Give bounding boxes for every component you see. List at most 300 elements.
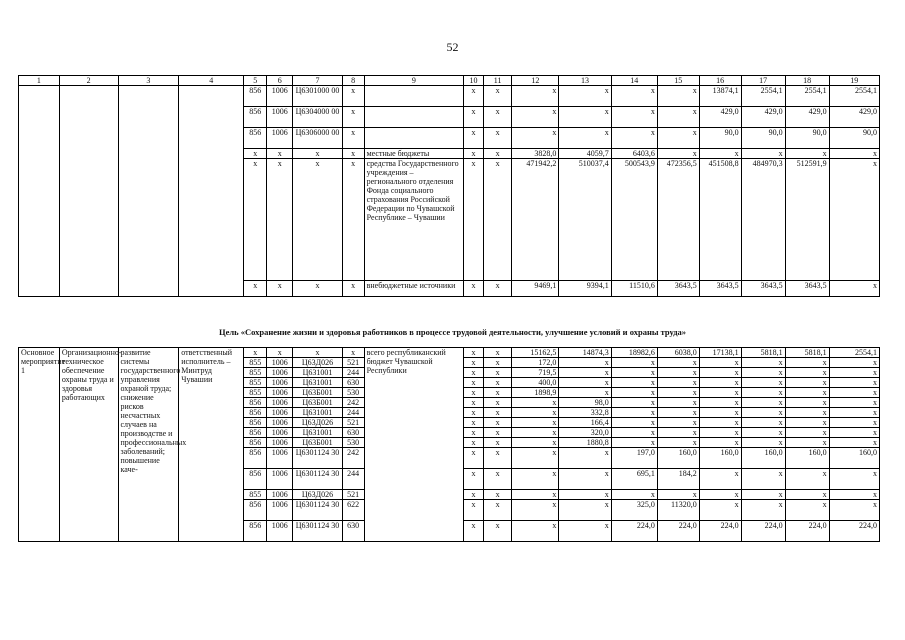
empty-cell <box>59 86 118 107</box>
table-cell: Ц631001 <box>293 408 342 418</box>
table-cell: 98,0 <box>559 398 611 408</box>
table-cell: x <box>464 159 484 281</box>
table-cell: x <box>464 490 484 500</box>
empty-cell <box>19 149 60 159</box>
table-cell: x <box>483 428 511 438</box>
table-cell: 6038,0 <box>657 348 699 358</box>
column-header: 5 <box>244 76 267 86</box>
column-header: 1 <box>19 76 60 86</box>
column-header: 13 <box>559 76 611 86</box>
empty-cell <box>19 281 60 297</box>
table-cell: x <box>559 448 611 469</box>
table-cell: 9394,1 <box>559 281 611 297</box>
table-cell: 484970,3 <box>741 159 785 281</box>
column-header: 4 <box>179 76 244 86</box>
table-cell: x <box>559 86 611 107</box>
table-cell: x <box>741 438 785 448</box>
table-cell: 429,0 <box>829 107 879 128</box>
table-cell: x <box>244 149 267 159</box>
table-cell: x <box>611 408 657 418</box>
table-cell: x <box>483 438 511 448</box>
table-cell: x <box>611 128 657 149</box>
column-header: 10 <box>464 76 484 86</box>
table-cell: 15162,5 <box>512 348 559 358</box>
table-cell: 90,0 <box>699 128 741 149</box>
table-cell: x <box>244 281 267 297</box>
table-cell: 856 <box>244 448 267 469</box>
table-cell: x <box>741 469 785 490</box>
empty-cell <box>59 149 118 159</box>
table-cell: Ц63Д026 <box>293 418 342 428</box>
table-cell: x <box>512 418 559 428</box>
table-cell: 1006 <box>267 500 293 521</box>
table-cell: 2554,1 <box>785 86 829 107</box>
table-cell: x <box>829 398 879 408</box>
table-cell: x <box>559 500 611 521</box>
table-cell: 695,1 <box>611 469 657 490</box>
empty-cell <box>118 86 179 107</box>
table-row <box>19 107 880 128</box>
table-cell: 855 <box>244 388 267 398</box>
budget-table-bottom <box>18 347 880 542</box>
table-cell: x <box>785 398 829 408</box>
table-cell: x <box>559 388 611 398</box>
table-cell: 856 <box>244 107 267 128</box>
table-cell: Ц63Б001 <box>293 398 342 408</box>
table-cell: 172,0 <box>512 358 559 368</box>
table-cell: x <box>483 469 511 490</box>
table-cell: 160,0 <box>741 448 785 469</box>
table-cell: 244 <box>342 408 364 418</box>
table-cell: x <box>483 500 511 521</box>
table-cell: x <box>699 149 741 159</box>
table-cell: 224,0 <box>785 521 829 542</box>
table-cell: 320,0 <box>559 428 611 438</box>
table-cell: x <box>611 438 657 448</box>
table-cell: x <box>512 128 559 149</box>
table-cell: x <box>611 107 657 128</box>
table-cell: x <box>464 438 484 448</box>
table-cell: 244 <box>342 368 364 378</box>
table-cell: 3828,0 <box>512 149 559 159</box>
empty-cell <box>59 107 118 128</box>
table-cell: x <box>512 107 559 128</box>
table-cell: 1006 <box>267 490 293 500</box>
table-cell: x <box>785 438 829 448</box>
table-cell: x <box>483 107 511 128</box>
table-cell: 521 <box>342 358 364 368</box>
table-cell: 1898,9 <box>512 388 559 398</box>
table-row <box>19 159 880 281</box>
table-row <box>19 128 880 149</box>
table-cell: 630 <box>342 521 364 542</box>
table-cell: x <box>785 428 829 438</box>
table-cell: x <box>829 428 879 438</box>
table-cell: x <box>483 368 511 378</box>
table-cell: x <box>464 149 484 159</box>
table-cell: x <box>829 388 879 398</box>
table-cell: 1006 <box>267 428 293 438</box>
table-cell: x <box>559 378 611 388</box>
table-cell: x <box>785 418 829 428</box>
table-cell: 855 <box>244 490 267 500</box>
table-cell: x <box>464 521 484 542</box>
empty-cell <box>59 128 118 149</box>
table-cell: x <box>611 418 657 428</box>
table-cell: x <box>657 358 699 368</box>
table-cell: x <box>483 398 511 408</box>
table-cell: 90,0 <box>785 128 829 149</box>
table-cell: x <box>741 398 785 408</box>
table-cell: x <box>829 378 879 388</box>
table-cell: 471942,2 <box>512 159 559 281</box>
table-cell: x <box>699 408 741 418</box>
table-cell: 400,0 <box>512 378 559 388</box>
table-cell: Ц63Д026 <box>293 490 342 500</box>
table-cell: x <box>483 521 511 542</box>
table-cell: x <box>559 358 611 368</box>
column-header: 12 <box>512 76 559 86</box>
table-cell: 856 <box>244 428 267 438</box>
table-cell: 1006 <box>267 438 293 448</box>
table-cell: 2554,1 <box>829 86 879 107</box>
table-cell: x <box>464 408 484 418</box>
table-cell: 2554,1 <box>829 348 879 358</box>
table-cell: 325,0 <box>611 500 657 521</box>
table-cell: x <box>559 107 611 128</box>
table-cell: x <box>829 149 879 159</box>
table-cell: x <box>611 428 657 438</box>
table-cell: x <box>464 388 484 398</box>
table-cell: x <box>293 281 342 297</box>
empty-cell <box>19 107 60 128</box>
table-cell: x <box>785 408 829 418</box>
table-cell: x <box>512 448 559 469</box>
table-cell: 1006 <box>267 469 293 490</box>
table-cell: x <box>512 469 559 490</box>
table-cell: x <box>464 348 484 358</box>
table-cell: x <box>512 398 559 408</box>
header-row <box>19 76 880 86</box>
table-cell: 166,4 <box>559 418 611 428</box>
table-cell: Ц6301124 30 <box>293 469 342 490</box>
table-cell: x <box>293 149 342 159</box>
table-cell: местные бюджеты <box>364 149 464 159</box>
table-cell: x <box>342 107 364 128</box>
table-cell: Ц6301000 00 <box>293 86 342 107</box>
table-cell: x <box>657 398 699 408</box>
table-cell: 90,0 <box>829 128 879 149</box>
table-cell: 14874,3 <box>559 348 611 358</box>
table-cell: Ц6301124 30 <box>293 448 342 469</box>
table-cell: x <box>483 358 511 368</box>
table-cell: 630 <box>342 378 364 388</box>
table-cell: 6403,6 <box>611 149 657 159</box>
table-cell: x <box>657 418 699 428</box>
table-cell: x <box>657 428 699 438</box>
table-cell: 1006 <box>267 107 293 128</box>
table-cell: x <box>741 500 785 521</box>
table-cell: x <box>267 281 293 297</box>
table-row <box>19 281 880 297</box>
table-cell: 1006 <box>267 521 293 542</box>
table-cell: 5818,1 <box>785 348 829 358</box>
table-cell: 530 <box>342 388 364 398</box>
table-cell: 1006 <box>267 378 293 388</box>
table-cell: x <box>611 86 657 107</box>
table-cell: Ц6301124 30 <box>293 521 342 542</box>
table-cell: x <box>741 368 785 378</box>
table-cell: x <box>512 408 559 418</box>
table-cell: x <box>464 128 484 149</box>
table-cell: Ц6306000 00 <box>293 128 342 149</box>
table-cell: x <box>464 469 484 490</box>
table-cell: x <box>785 500 829 521</box>
table-row <box>19 348 880 358</box>
table-cell: x <box>785 469 829 490</box>
table-cell: x <box>464 378 484 388</box>
table-cell: 855 <box>244 358 267 368</box>
column-header: 11 <box>483 76 511 86</box>
table-cell: 429,0 <box>785 107 829 128</box>
table-cell: 242 <box>342 448 364 469</box>
table-cell: 160,0 <box>657 448 699 469</box>
table-cell: Ц63Б001 <box>293 438 342 448</box>
table-cell: x <box>464 448 484 469</box>
table-cell: 451508,8 <box>699 159 741 281</box>
table-cell: 3643,5 <box>657 281 699 297</box>
table-cell: x <box>611 378 657 388</box>
table-cell: x <box>342 128 364 149</box>
table-cell: 242 <box>342 398 364 408</box>
table-cell: x <box>244 348 267 358</box>
table-cell: x <box>611 368 657 378</box>
column-header: 9 <box>364 76 464 86</box>
table-cell: Ц6301124 30 <box>293 500 342 521</box>
table-cell: x <box>829 490 879 500</box>
table-cell: x <box>829 281 879 297</box>
table-cell: x <box>267 348 293 358</box>
table-cell: x <box>512 521 559 542</box>
table-cell: x <box>829 368 879 378</box>
column-header: 16 <box>699 76 741 86</box>
table-cell: 5818,1 <box>741 348 785 358</box>
table-row <box>19 149 880 159</box>
table-cell: x <box>699 358 741 368</box>
table-cell: x <box>657 149 699 159</box>
column-header: 17 <box>741 76 785 86</box>
table-cell: 1880,8 <box>559 438 611 448</box>
table-cell: x <box>464 281 484 297</box>
table-cell: 856 <box>244 418 267 428</box>
empty-cell <box>59 159 118 281</box>
table-cell: 856 <box>244 408 267 418</box>
table-cell: x <box>483 159 511 281</box>
table-cell: 622 <box>342 500 364 521</box>
table-cell <box>364 86 464 107</box>
table-cell <box>364 128 464 149</box>
table-cell: x <box>657 86 699 107</box>
table-cell: x <box>741 378 785 388</box>
table-cell: 1006 <box>267 418 293 428</box>
table-cell: x <box>293 348 342 358</box>
table-cell: x <box>342 159 364 281</box>
table-cell: x <box>741 358 785 368</box>
funding-source: всего республиканский бюджет Чувашской Республики <box>364 348 464 542</box>
table-cell: x <box>657 128 699 149</box>
table-cell: x <box>512 438 559 448</box>
table-cell: 1006 <box>267 448 293 469</box>
table-cell: x <box>829 438 879 448</box>
table-cell: x <box>829 469 879 490</box>
table-cell: x <box>483 128 511 149</box>
table-cell: 244 <box>342 469 364 490</box>
table-cell: 224,0 <box>611 521 657 542</box>
empty-cell <box>179 128 244 149</box>
table-cell: 9469,1 <box>512 281 559 297</box>
empty-cell <box>179 281 244 297</box>
column-header: 19 <box>829 76 879 86</box>
table-cell: x <box>785 368 829 378</box>
table-cell: 512591,9 <box>785 159 829 281</box>
table-cell: x <box>657 408 699 418</box>
table-cell: x <box>785 378 829 388</box>
table-cell: 856 <box>244 128 267 149</box>
table-cell: x <box>483 418 511 428</box>
table-cell: Ц63Д026 <box>293 358 342 368</box>
table-cell: x <box>657 490 699 500</box>
table-cell: 160,0 <box>699 448 741 469</box>
table-cell: 1006 <box>267 368 293 378</box>
measure-c2: Организационно-техническое обеспечение охраны труда и здоровья работающих <box>59 348 118 542</box>
table-cell: x <box>829 358 879 368</box>
table-cell: x <box>741 418 785 428</box>
table-cell: 472356,5 <box>657 159 699 281</box>
table-cell: x <box>483 86 511 107</box>
table-cell: 2554,1 <box>741 86 785 107</box>
table-cell: x <box>785 490 829 500</box>
table-cell: x <box>464 500 484 521</box>
table-cell: x <box>559 490 611 500</box>
table-cell: x <box>559 521 611 542</box>
table-cell: x <box>829 418 879 428</box>
table-cell: 855 <box>244 378 267 388</box>
empty-cell <box>179 149 244 159</box>
empty-cell <box>118 159 179 281</box>
table-cell: 3643,5 <box>699 281 741 297</box>
table-cell: x <box>741 149 785 159</box>
table-cell: 856 <box>244 469 267 490</box>
table-cell: средства Государственного учреждения – регионального отделения Фонда социального страхования Российской Федерации по Чувашской Республике – Чувашии <box>364 159 464 281</box>
empty-cell <box>118 281 179 297</box>
column-header: 8 <box>342 76 364 86</box>
table-cell: x <box>342 149 364 159</box>
column-header: 18 <box>785 76 829 86</box>
table-cell: x <box>785 388 829 398</box>
table-cell: x <box>483 448 511 469</box>
table-cell: x <box>483 490 511 500</box>
empty-cell <box>179 86 244 107</box>
table-cell: 521 <box>342 490 364 500</box>
table-cell: Ц63Б001 <box>293 388 342 398</box>
table-row <box>19 86 880 107</box>
table-cell <box>364 107 464 128</box>
table-cell: x <box>483 281 511 297</box>
table-cell: 224,0 <box>657 521 699 542</box>
table-cell: x <box>267 159 293 281</box>
table-cell: 3643,5 <box>741 281 785 297</box>
table-cell: 184,2 <box>657 469 699 490</box>
table-cell: 1006 <box>267 358 293 368</box>
table-cell: 510037,4 <box>559 159 611 281</box>
table-cell: 630 <box>342 428 364 438</box>
empty-cell <box>59 281 118 297</box>
table-cell: 1006 <box>267 398 293 408</box>
table-cell: x <box>699 388 741 398</box>
table-cell: x <box>464 368 484 378</box>
table-cell: 429,0 <box>699 107 741 128</box>
table-cell: 13874,1 <box>699 86 741 107</box>
empty-cell <box>118 128 179 149</box>
column-header: 15 <box>657 76 699 86</box>
table-cell: 530 <box>342 438 364 448</box>
table-cell: 1006 <box>267 408 293 418</box>
table-cell: 1006 <box>267 128 293 149</box>
table-cell: x <box>699 438 741 448</box>
table-cell: x <box>464 86 484 107</box>
table-cell: x <box>699 428 741 438</box>
table-cell: x <box>267 149 293 159</box>
table-cell: x <box>657 107 699 128</box>
table-cell: x <box>559 469 611 490</box>
empty-cell <box>118 107 179 128</box>
table-cell: 3643,5 <box>785 281 829 297</box>
table-cell: x <box>342 281 364 297</box>
column-header: 3 <box>118 76 179 86</box>
table-cell: Ц631001 <box>293 378 342 388</box>
table-cell: 1006 <box>267 388 293 398</box>
table-cell: x <box>483 348 511 358</box>
table-cell: x <box>785 358 829 368</box>
table-cell: x <box>611 358 657 368</box>
table-cell: x <box>342 348 364 358</box>
table-cell: x <box>699 490 741 500</box>
table-cell: x <box>512 428 559 438</box>
table-cell: 224,0 <box>829 521 879 542</box>
table-cell: 17138,1 <box>699 348 741 358</box>
table-cell: x <box>741 490 785 500</box>
table-cell: x <box>699 378 741 388</box>
table-cell: 855 <box>244 368 267 378</box>
measure-c1: Основное мероприятие 1 <box>19 348 60 542</box>
table-cell: x <box>741 388 785 398</box>
table-cell: 11320,0 <box>657 500 699 521</box>
measure-c4: ответственный исполнитель – Минтруд Чувашии <box>179 348 244 542</box>
table-cell: 224,0 <box>699 521 741 542</box>
table-cell: x <box>657 438 699 448</box>
table-cell: x <box>464 398 484 408</box>
table-cell: 90,0 <box>741 128 785 149</box>
table-cell: x <box>483 378 511 388</box>
table-cell: x <box>611 398 657 408</box>
table-cell: 856 <box>244 500 267 521</box>
table-cell: x <box>829 500 879 521</box>
table-cell: 224,0 <box>741 521 785 542</box>
table-cell: 521 <box>342 418 364 428</box>
table-cell: x <box>829 159 879 281</box>
column-header: 2 <box>59 76 118 86</box>
table-cell: 856 <box>244 86 267 107</box>
